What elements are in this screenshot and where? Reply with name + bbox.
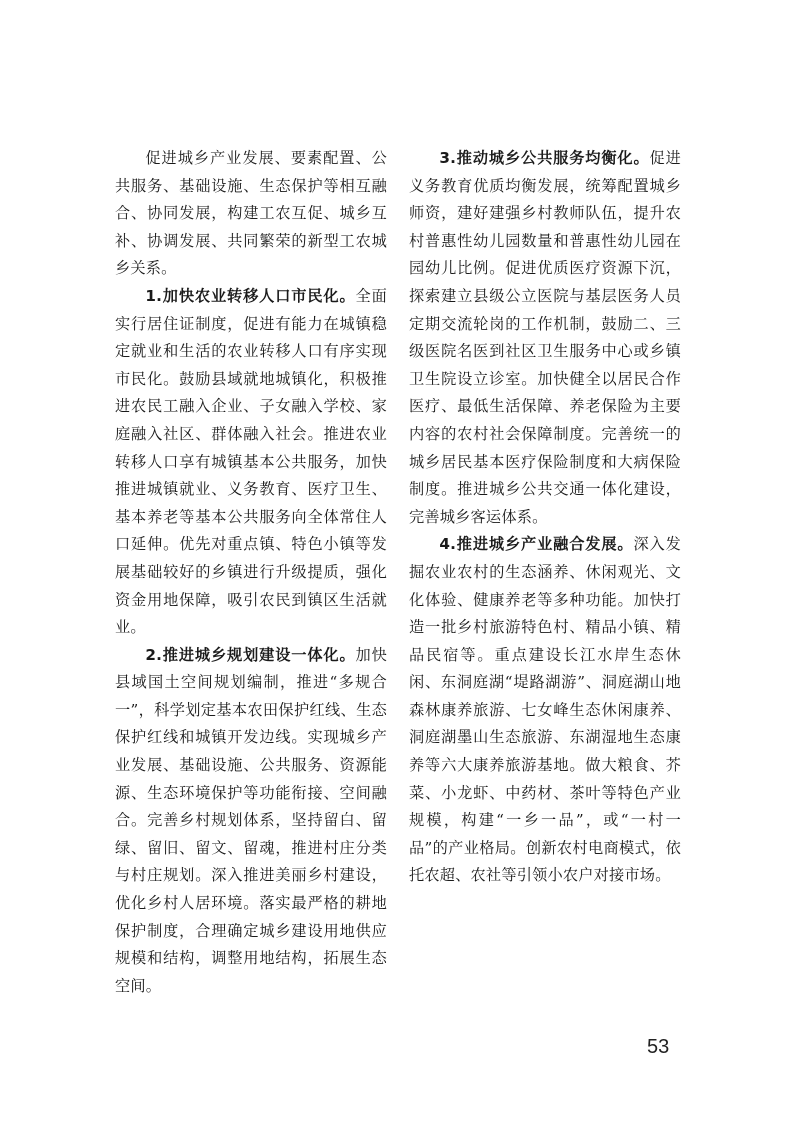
section-2-heading: 2.推进城乡规划建设一体化。 xyxy=(145,645,356,664)
section-2-paragraph xyxy=(115,642,387,1001)
page-number: 53 xyxy=(647,1036,670,1058)
section-3-heading: 3.推动城乡公共服务均衡化。 xyxy=(439,149,650,167)
section-4-body: 深入发掘农业农村的生态涵养、休闲观光、文化体验、健康养老等多种功能。加快打造一批乡村旅游特色村、精品小镇、精品民宿等。重点建设长江水岸生态休闲、东洞庭湖“堤路湖游”、洞庭湖山地森林康养旅游、七女峰生态休闲康养、洞庭湖墨山生态旅游、东湖湿地生态康养等六大康养旅游基地。做大粮食、芥菜、小龙虾、中药材、茶叶等特色产业规模，构建“一乡一品”，或“一村一品”的产业格局。创新农村电商模式，依托农超、农社等引领小农户对接市场。 xyxy=(409,535,681,885)
right-column xyxy=(409,145,681,890)
section-1-body: 全面实行居住证制度，促进有能力在城镇稳定就业和生活的农业转移人口有序实现市民化。鼓励县域就地城镇化，积极推进农民工融入企业、子女融入学校、家庭融入社区、群体融入社会。推进农业转移人口享有城镇基本公共服务，加快推进城镇就业、义务教育、医疗卫生、基本养老等基本公共服务向全体常住人口延伸。优先对重点镇、特色小镇等发展基础较好的乡镇进行升级提质，强化资金用地保障，吸引农民到镇区生活就业。 xyxy=(115,286,387,637)
section-4-paragraph xyxy=(409,531,681,890)
section-4-heading: 4.推进城乡产业融合发展。 xyxy=(439,535,634,554)
intro-paragraph: 促进城乡产业发展、要素配置、公共服务、基础设施、生态保护等相互融合、协同发展，构建工农互促、城乡互补、协调发展、共同繁荣的新型工农城乡关系。 xyxy=(115,149,387,278)
section-3-body: 促进义务教育优质均衡发展，统筹配置城乡师资，建好建强乡村教师队伍，提升农村普惠性幼儿园数量和普惠性幼儿园在园幼儿比例。促进优质医疗资源下沉，探索建立县级公立医院与基层医务人员定期交流轮岗的工作机制，鼓励二、三级医院名医到社区卫生服务中心或乡镇卫生院设立诊室。加快健全以居民合作医疗、最低生活保障、养老保险为主要内容的农村社会保障制度。完善统一的城乡居民基本医疗保险制度和大病保险制度。推进城乡公共交通一体化建设，完善城乡客运体系。 xyxy=(409,149,681,526)
section-3-paragraph xyxy=(409,145,681,531)
section-1-paragraph xyxy=(115,283,387,642)
section-1-heading: 1.加快农业转移人口市民化。 xyxy=(145,286,356,305)
left-column xyxy=(115,145,387,1000)
section-2-body: 加快县域国土空间规划编制，推进“多规合一”，科学划定基本农田保护红线、生态保护红线和城镇开发边线。实现城乡产业发展、基础设施、公共服务、资源能源、生态环境保护等功能衔接、空间融合。完善乡村规划体系，坚持留白、留绿、留旧、留文、留魂，推进村庄分类与村庄规划。深入推进美丽乡村建设，优化乡村人居环境。落实最严格的耕地保护制度，合理确定城乡建设用地供应规模和结构，调整用地结构，拓展生态空间。 xyxy=(115,645,387,995)
